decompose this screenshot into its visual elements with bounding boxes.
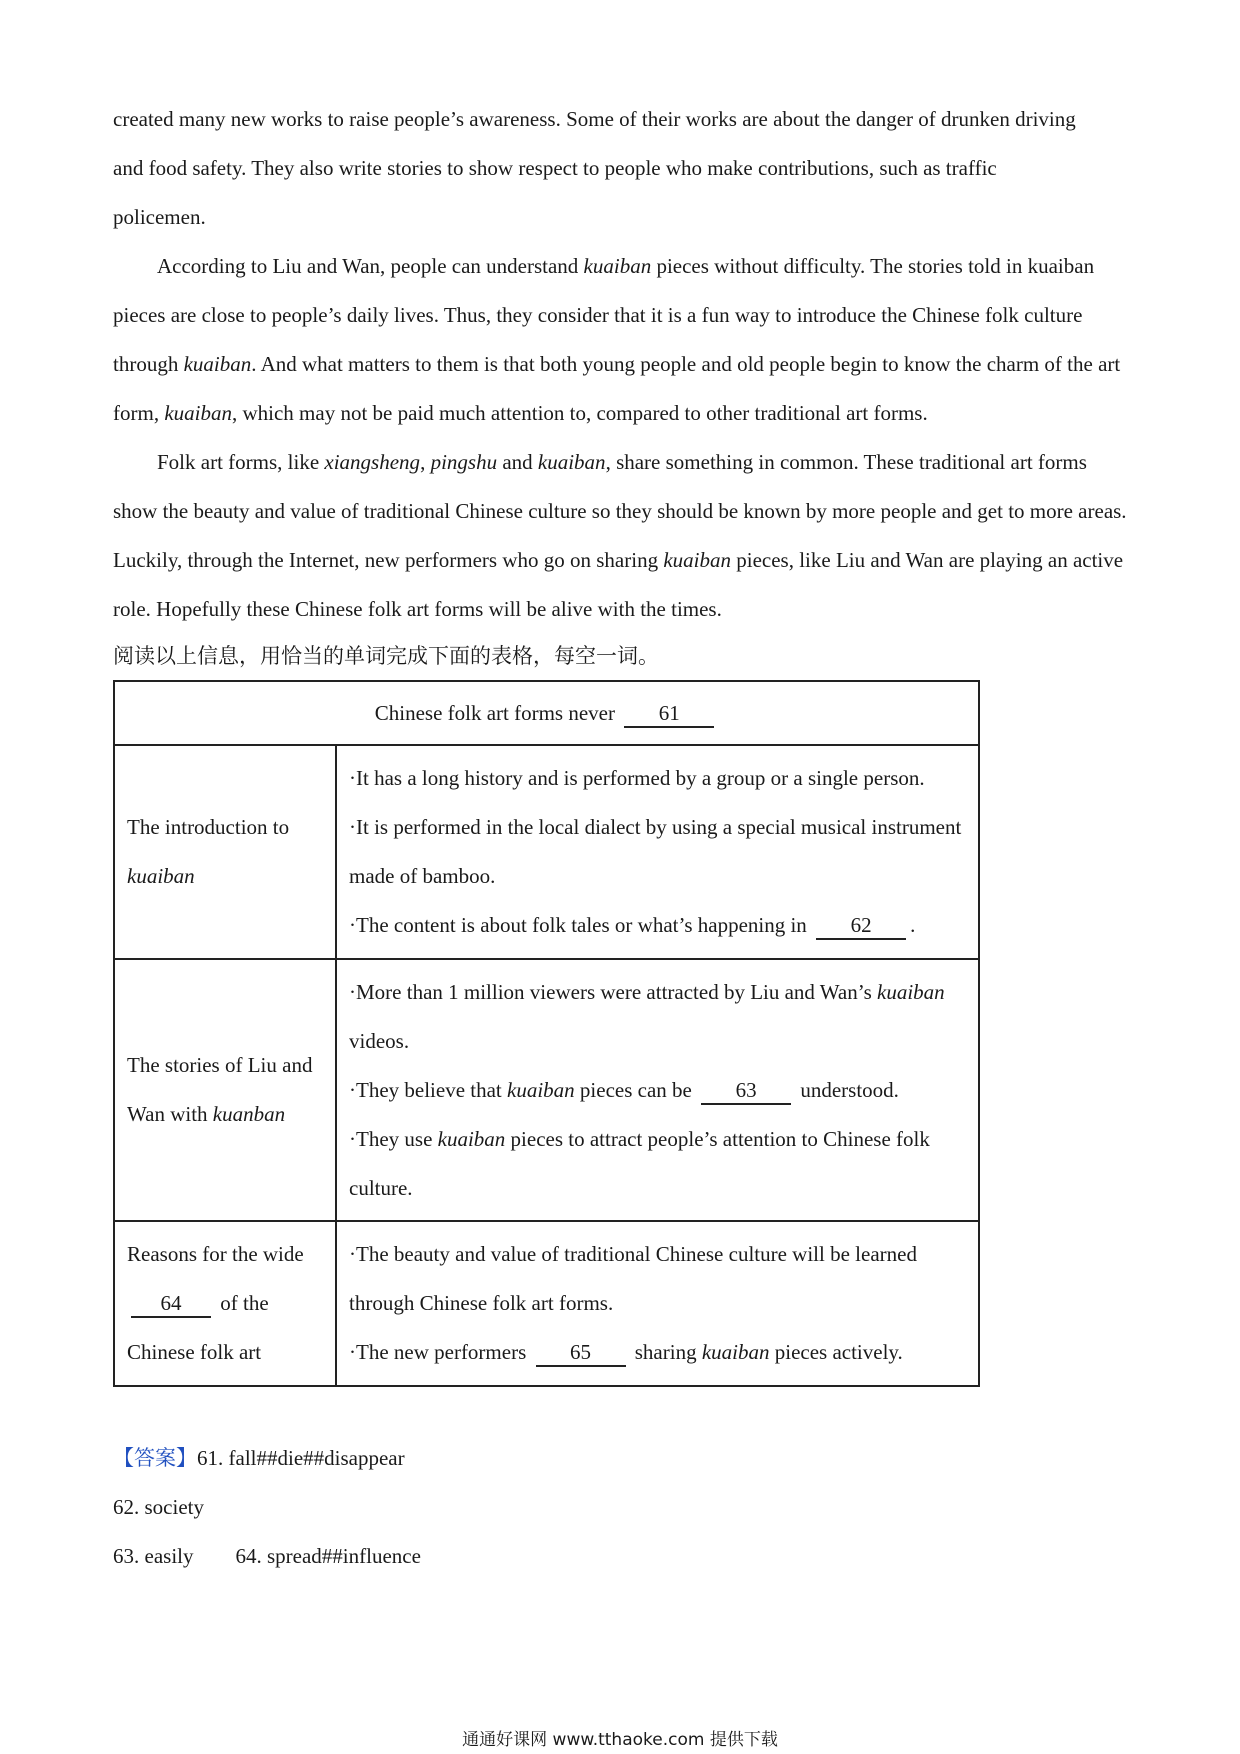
bullet-line: ·The beauty and value of traditional Chinese culture will be learned through Chinese folk art forms.: [349, 1242, 917, 1315]
text-run: Folk art forms, like: [157, 450, 325, 474]
table-row: [114, 745, 979, 959]
text-run: According to Liu and Wan, people can understand: [157, 254, 584, 278]
text-line: created many new works to raise people’s awareness. Some of their works are about the danger of drunken driving: [113, 107, 1076, 131]
answer-61: 61. fall##die##disappear: [197, 1446, 405, 1470]
text-run: ·The content is about folk tales or what’s happening in: [349, 913, 813, 937]
text-run: pieces, like Liu and Wan are playing an active role. Hopefully these Chinese folk art forms will be alive with the times.: [113, 548, 1124, 621]
term-kuanban: kuanban: [212, 1102, 286, 1126]
text-line: policemen.: [113, 205, 206, 229]
table-header-row: [114, 681, 979, 745]
text-run: , which may not be paid much attention to, compared to other traditional art forms.: [231, 401, 928, 425]
label-text: Chinese folk art: [127, 1340, 262, 1364]
term-pingshu: pingshu: [430, 450, 498, 474]
row-content-introduction: [336, 745, 979, 959]
text-line: and food safety. They also write stories to show respect to people who make contributions, such as traffic: [113, 156, 997, 180]
term-kuaiban: kuaiban: [183, 352, 252, 376]
text-run: .: [910, 913, 916, 937]
blank-63[interactable]: 63: [701, 1077, 791, 1105]
header-text: Chinese folk art forms never: [374, 700, 621, 725]
text-run: and: [497, 450, 538, 474]
text-run: understood.: [795, 1077, 899, 1102]
row-label-stories: [114, 959, 336, 1221]
blank-65[interactable]: 65: [536, 1339, 626, 1367]
text-run: pieces can be: [574, 1077, 698, 1102]
bullet-line: [349, 1115, 966, 1213]
text-run: videos.: [349, 1028, 410, 1053]
label-text: The stories of Liu and Wan with: [127, 1053, 313, 1126]
text-run: ·More than 1 million viewers were attracted by Liu and Wan’s: [349, 979, 878, 1004]
term-kuaiban: kuaiban: [701, 1340, 770, 1364]
text-run: ·The new performers: [349, 1340, 532, 1364]
term-kuaiban: kuaiban: [537, 450, 606, 474]
table-title: [114, 681, 979, 745]
label-text: [127, 1279, 323, 1328]
term-kuaiban: kuaiban: [507, 1077, 575, 1102]
row-content-stories: [336, 959, 979, 1221]
term-kuaiban: kuaiban: [437, 1126, 506, 1151]
instruction-text: 阅读以上信息，用恰当的单词完成下面的表格，每空一词。: [113, 644, 659, 668]
bullet-line: [349, 1066, 966, 1115]
text-run: of the: [215, 1291, 269, 1315]
text-run: pieces without difficulty. The stories told in kuaiban pieces are close to people’s daily lives. Thus, they consider that it is a fun way to introduce the Chinese folk culture through: [113, 254, 1095, 376]
text-run: ,: [420, 450, 431, 474]
text-run: pieces to attract people’s attention to Chinese folk culture.: [349, 1126, 930, 1200]
label-text: Reasons for the wide: [127, 1242, 304, 1266]
answer-63-64: 63. easily 64. spread##influence: [113, 1544, 421, 1568]
blank-64[interactable]: 64: [131, 1290, 211, 1318]
bullet-line: [349, 1328, 966, 1377]
row-label-reasons: [114, 1221, 336, 1386]
table-row: [114, 1221, 979, 1386]
label-text: The introduction to: [127, 815, 290, 839]
page-footer: 通通好课网 www.tthaoke.com 提供下载: [462, 1730, 778, 1750]
text-run: ·They believe that: [349, 1077, 508, 1102]
bullet-line: [349, 968, 966, 1066]
row-label-introduction: [114, 745, 336, 959]
table-row: [114, 959, 979, 1221]
passage-paragraph-2: [113, 242, 1133, 438]
term-xiangsheng: xiangsheng: [324, 450, 421, 474]
term-kuaiban: kuaiban: [663, 548, 731, 572]
text-run: , share something in common. These traditional art forms show the beauty and value of traditional Chinese culture so they should be known by more people and get to more areas. Luckily, through the Internet, new performers who go on sharing: [113, 450, 1127, 572]
bullet-line: [349, 901, 966, 950]
fill-in-table: [113, 680, 980, 1387]
text-run: pieces actively.: [769, 1340, 903, 1364]
answer-tag: 【答案】: [113, 1446, 197, 1470]
blank-61[interactable]: 61: [624, 700, 714, 728]
answer-line: [113, 1434, 421, 1483]
row-content-reasons: [336, 1221, 979, 1386]
answer-section: [113, 1434, 421, 1581]
text-run: sharing: [629, 1340, 702, 1364]
text-run: . And what matters to them is that both young people and old people begin to know the charm of the art form,: [113, 352, 1121, 425]
bullet-line: ·It has a long history and is performed by a group or a single person.: [349, 766, 925, 790]
term-kuaiban: kuaiban: [877, 979, 945, 1004]
bullet-line: ·It is performed in the local dialect by using a special musical instrument made of bamboo.: [349, 815, 962, 888]
passage-paragraph-3: [113, 438, 1133, 634]
term-kuaiban: kuaiban: [127, 864, 195, 888]
term-kuaiban: kuaiban: [164, 401, 232, 425]
answer-62: 62. society: [113, 1495, 204, 1519]
text-run: ·They use: [349, 1126, 438, 1151]
term-kuaiban: kuaiban: [583, 254, 652, 278]
blank-62[interactable]: 62: [816, 912, 906, 940]
